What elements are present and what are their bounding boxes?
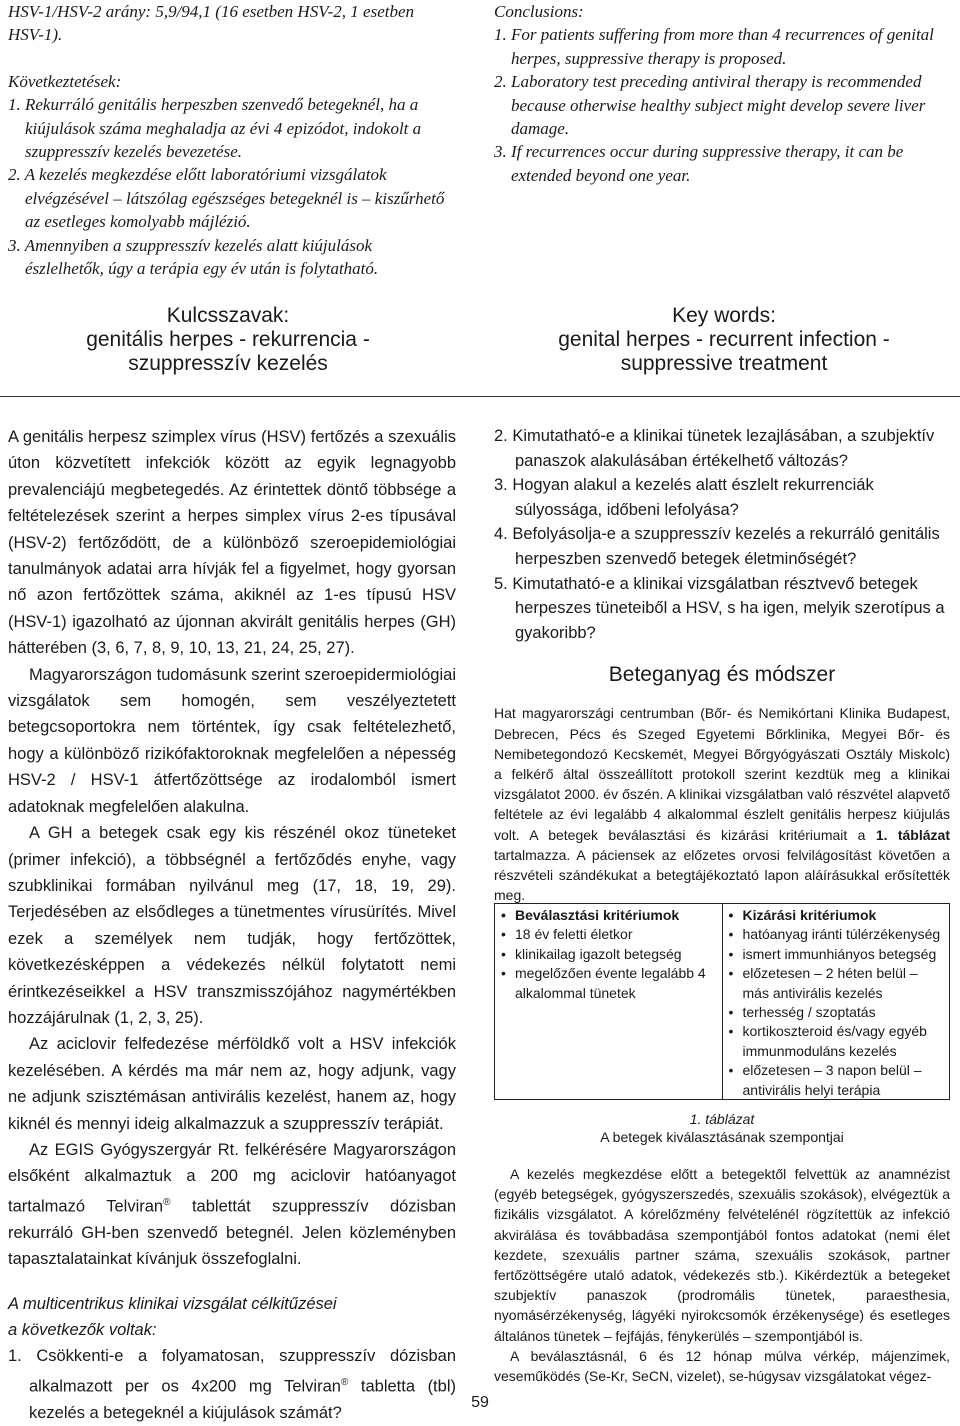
body-paragraph: Az aciclovir felfedezése mérföldkő volt a HSV infekciók kezelésében. A kérdés ma már nem az, hogy adjunk, vagy ne adjunk szisztémásan antivirális kezelést, hanem az, hogy kiknél és mennyi ideig alkalmazzuk a szuppresszív terápiát. (8, 1035, 456, 1133)
conclusion-en-item: 1. For patients suffering from more than 4 recurrences of genital herpes, suppressive therapy is proposed. (494, 25, 934, 68)
egis-text-end: tablettát szuppresszív dózisban rekurráló GH-ben szenvedő betegnél. Jelen közleményben tapasztalatainkat kívánjuk összefoglalni. (8, 1197, 457, 1269)
keywords-hu-line1: genitális herpes - rekurrencia - (86, 328, 370, 351)
inclusion-item: • megelőzően évente legalább 4 alkalommal tünetek (501, 964, 716, 1003)
egis-text-start: Az EGIS Gyógyszergyár Rt. felkérésére Magyarországon elsőként alkalmaztuk a 200 mg aciclovir hatóanyagot tartalmazó Telviran (8, 1140, 456, 1216)
registered-mark: ® (340, 1376, 349, 1388)
abstract-en (494, 0, 954, 187)
table-caption (494, 1110, 950, 1146)
body-paragraph: A GH a betegek csak egy kis részénél okoz tüneteket (primer infekció), a többségnél a fertőződés enyhe, vagy szubklinikai formában nyilvánul meg (17, 18, 19, 29). Terjedésében az elsődleges a tünetmentes vírusürítés. Mivel ezek a személyek nem tudják, hogy fertőzöttek, következésképpen a védekezés nélkül folytatott nemi érintkezéseikkel a HSV transzmisszójához nagymértékben hozzájárulnak (1, 2, 3, 25). (8, 824, 456, 1027)
keywords-hu (8, 304, 448, 376)
methods-text-start: Hat magyarországi centrumban (Bőr- és Nemikórtani Klinika Budapest, Debrecen, Pécs és Szeged Egyetemi Bőrklinika, Megyei Bőr- és Nemibetegondozó Kecskemét, Megyei Bőrgyógyászati Osztály Miskolc) a felkérő által összeállított protokoll szerint kezdtük meg a klinikai vizsgálatot 2000. év őszén. A klinikai vizsgálatban való részvétel alapvető feltétele az évi legalább 4 alkalommal észlelt genitális herpesz kiújulás volt. A betegek beválasztási és kizárási kritériumait a (494, 705, 950, 843)
aim-item: 5. Kimutatható-e a klinikai vizsgálatban résztvevő betegek herpeszes tüneteiből a HSV, s ha igen, melyik szerotípus a gyakoribb? (494, 574, 945, 642)
egis-paragraph (8, 1137, 456, 1273)
aim-item: 3. Hogyan alakul a kezelés alatt észlelt rekurrenciák súlyossága, időbeni lefolyása? (494, 476, 874, 519)
inclusion-header: • Beválasztási kritériumok (501, 906, 716, 925)
exclusion-header: • Kizárási kritériumok (729, 906, 944, 925)
body-paragraph: Magyarországon tudomásunk szerint szeroepidermiológiai vizsgálatok sem homogén, sem veszélyeztetett betegcsoportokra nem történtek, így csak feltételezhető, hogy a különböző rizikófaktoroknak megfelelően a népesség HSV-2 / HSV-1 átfertőzöttsége az irodalomból ismert adatoknak megfelelően alakulna. (8, 665, 456, 816)
horizontal-divider (0, 396, 960, 397)
exclusion-item: • előzetesen – 3 napon belül – antivirális helyi terápia (729, 1061, 944, 1100)
aim-item: 4. Befolyásolja-e a szuppresszív kezelés a rekurráló genitális herpeszben szenvedő betegek életminőségét? (494, 525, 940, 568)
keywords-en (494, 304, 954, 376)
conclusions-en-heading: Conclusions: (494, 2, 584, 21)
exclusion-item: • hatóanyag iránti túlérzékenység (729, 925, 944, 944)
exclusion-item: • terhesség / szoptatás (729, 1003, 944, 1022)
aims-heading-line2: a következők voltak: (8, 1320, 157, 1339)
exclusion-criteria (722, 904, 950, 1099)
keywords-en-line2: suppressive treatment (620, 352, 828, 375)
methods-text-end: tartalmazza. A páciensek az előzetes orvosi felvilágosítást követően a részvételi szándékukat a betegtájékoztató lapon aláírásukkal erősítették meg. (494, 846, 950, 904)
selection-paragraph: A beválasztásnál, 6 és 12 hónap múlva vérkép, májenzimek, veseműködés (Se-Kr, SeCN, vizelet), se-húgysav vizsgálatokat végez- (494, 1347, 950, 1385)
exclusion-item: • kortikoszteroid és/vagy egyéb immunmoduláns kezelés (729, 1022, 944, 1061)
conclusion-en-item: 3. If recurrences occur during suppressive therapy, it can be extended beyond one year. (494, 142, 904, 185)
keywords-en-label: Key words: (672, 304, 776, 327)
aim-item (8, 1343, 456, 1426)
main-left-column (8, 424, 456, 1426)
inclusion-item: • klinikailag igazolt betegség (501, 945, 716, 964)
right-lower-text (494, 1164, 950, 1386)
anamnesis-paragraph: A kezelés megkezdése előtt a betegektől felvettük az anamnézist (egyéb betegségek, gyógyszerszedés, szexuális szokások), elvégeztük a fizikális vizsgálatot. A kórelőzmény felvételénél rögzítettük az infekció akvirálása és továbbadása szempontjából fontos adatokat (nemi élet kezdete, szexuális partner száma, szexuális szokások, partner fertőzöttségére utaló adatok, védekezés stb.). Kikérdeztük a betegeket szubjektív panaszok (prodromális tünetek, paraesthesia, nyomásérzékenység, lágyéki nyirokcsomók érzékenysége) és esetleges általános tünetek – fejfájás, fénykerülés – szempontjából is. (494, 1166, 950, 1344)
inclusion-criteria (495, 904, 722, 1099)
aim1-text-end: tabletta (tbl) kezelés a betegeknél a kiújulások számát? (29, 1377, 456, 1422)
methods-paragraph (494, 703, 950, 905)
exclusion-item: • ismert immunhiányos betegség (729, 945, 944, 964)
conclusion-en-item: 2. Laboratory test preceding antiviral therapy is recommended because otherwise healthy subject might develop severe liver damage. (494, 72, 926, 139)
table-reference: 1. táblázat (875, 826, 950, 843)
keywords-hu-line2: szuppresszív kezelés (128, 352, 328, 375)
aim-item: 2. Kimutatható-e a klinikai tünetek lezajlásában, a szubjektív panaszok alakulásában értékelhető változás? (494, 427, 935, 470)
conclusion-hu-item: 3. Amennyiben a szuppresszív kezelés alatt kiújulások észlelhetők, úgy a terápia egy év után is folytatható. (8, 235, 379, 279)
registered-mark: ® (163, 1196, 171, 1208)
aim1-text-start: 1. Csökkenti-e a folyamatosan, szuppresszív dózisban alkalmazott per os 4x200 mg Telviran (8, 1347, 456, 1396)
table-caption-text: A betegek kiválasztásának szempontjai (600, 1129, 844, 1145)
inclusion-item: • 18 év feletti életkor (501, 925, 716, 944)
keywords-hu-label: Kulcsszavak: (166, 304, 290, 327)
abstract-hu (8, 0, 448, 280)
main-right-column (494, 424, 950, 905)
keywords-en-line1: genital herpes - recurrent infection - (558, 328, 890, 351)
conclusion-hu-item: 1. Rekurráló genitális herpeszben szenvedő betegeknél, ha a kiújulások száma meghaladja az évi 4 epizódot, indokolt a szuppresszív kezelés bevezetése. (8, 95, 422, 162)
exclusion-item: • előzetesen – 2 héten belül – más antivirális kezelés (729, 964, 944, 1003)
section-title: Beteganyag és módszer (608, 663, 836, 687)
conclusion-hu-item: 2. A kezelés megkezdése előtt laboratóriumi vizsgálatok elvégzésével – látszólag egészséges betegeknél is – kiszűrhető az esetleges komolyabb májlézió. (8, 165, 445, 232)
ratio-text: HSV-1/HSV-2 arány: 5,9/94,1 (16 esetben HSV-2, 1 esetben HSV-1). (8, 2, 415, 45)
aims-heading-line1: A multicentrikus klinikai vizsgálat célkitűzései (8, 1294, 337, 1313)
criteria-table (494, 903, 950, 1100)
page-number: 59 (471, 1394, 489, 1411)
table-caption-number: 1. táblázat (689, 1111, 755, 1127)
conclusions-hu-heading: Következtetések: (8, 71, 122, 91)
intro-paragraph: A genitális herpesz szimplex vírus (HSV) fertőzés a szexuális úton közvetített infekciók között az egyik legnagyobb prevalenciájú megbetegedés. Az érintettek döntő többsége a feltételezések szerint a herpes simplex vírus 2-es típusával (HSV-2) fertőződött, de a különböző szeroepidemiológiai tanulmányok adatai arra hívják fel a figyelmet, hogy gyorsan nő azon fertőzöttek száma, akiknél az 1-es típusú HSV (HSV-1) igazolható az újonnan akvirált genitális herpes (GH) hátterében (3, 6, 7, 8, 9, 10, 13, 21, 24, 25, 27). (8, 428, 456, 658)
